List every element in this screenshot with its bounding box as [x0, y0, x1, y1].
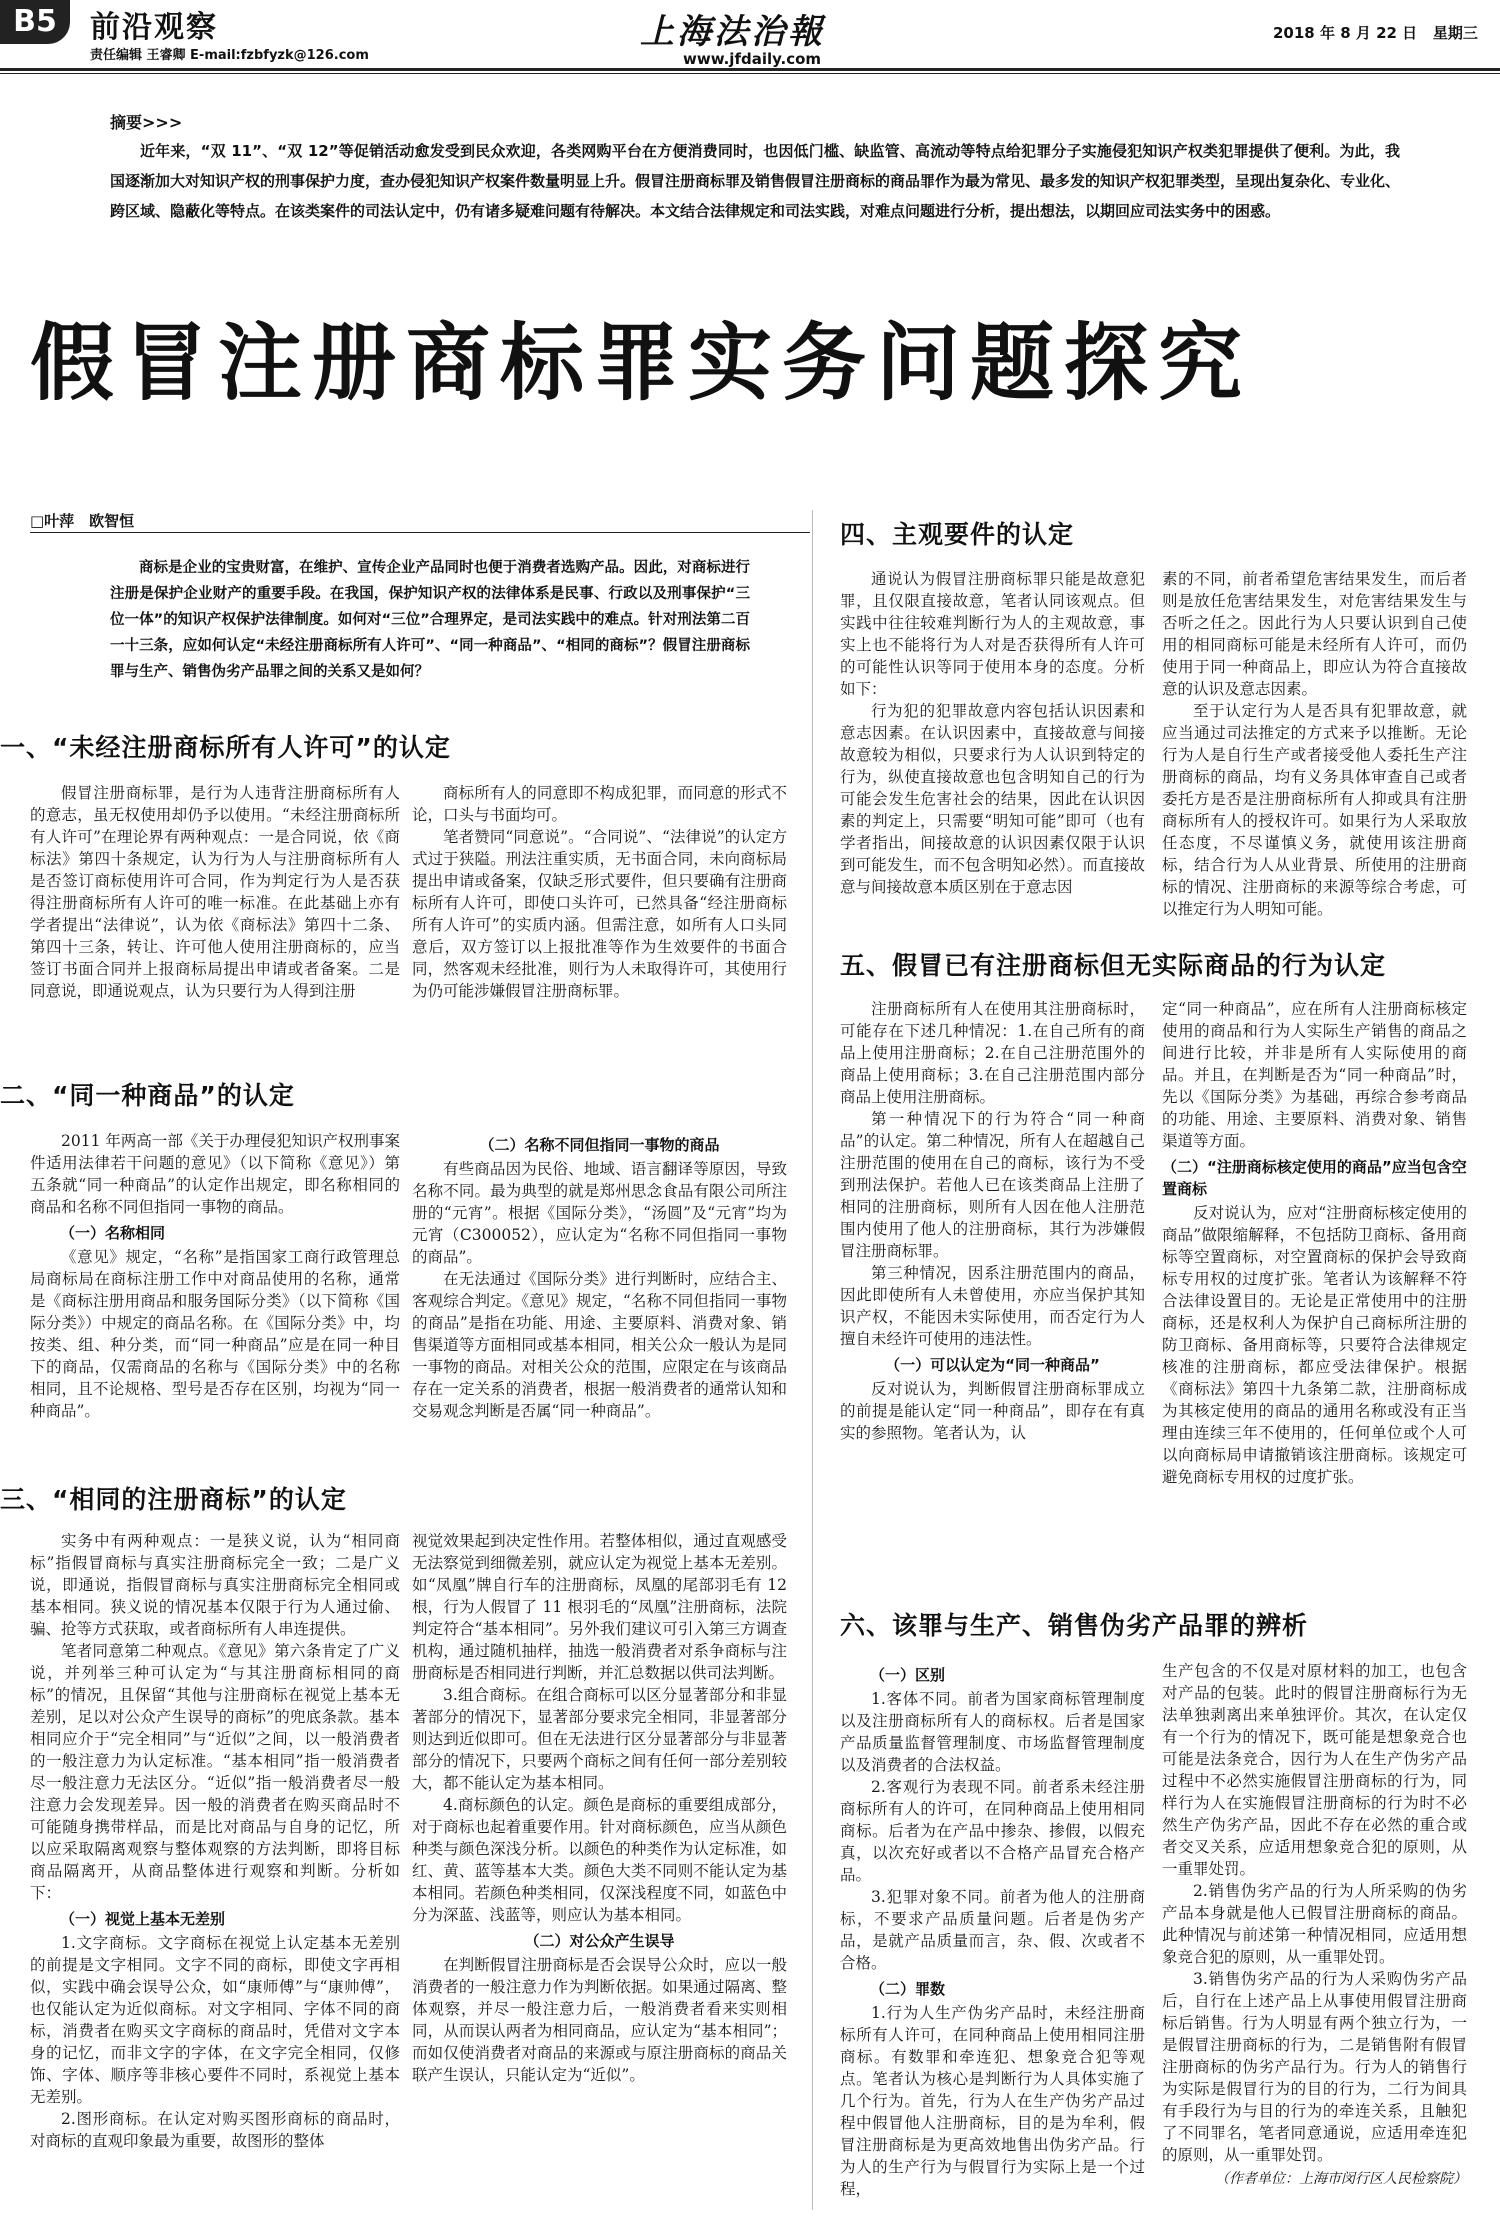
paragraph: 反对说认为，判断假冒注册商标罪成立的前提是能认定“同一种商品”，即存在有真实的参照物。笔者认为，认 [840, 1380, 1145, 1442]
paragraph: 生产包含的不仅是对原材料的加工，也包含对产品的包装。此时的假冒注册商标行为无法单独剥离出来单独评价。其次，在认定仅有一个行为的情况下，既可能是想象竞合也可能是法条竞合，因行为人在生产伪劣产品过程中不必然实施假冒注册商标的行为，同样行为人在实施假冒注册商标的行为时不必然生产伪劣产品，因此不存在必然的重合或者交叉关系，应适用想象竞合犯的原则，从一重罪处罚。 [1162, 1662, 1467, 1878]
sec3-col1 [30, 1530, 400, 2152]
section-name: 前沿观察 [90, 10, 218, 45]
section2-title: 二、“同一种商品”的认定 [0, 1081, 295, 1110]
section6-title: 六、该罪与生产、销售伪劣产品罪的辨析 [840, 1611, 1309, 1640]
paragraph: 假冒注册商标罪，是行为人违背注册商标所有人的意志，虽无权使用却仍予以使用。“未经注册商标所有人许可”在理论界有两种观点：一是合同说，依《商标法》第四十条规定，认为行为人与注册商标所有人是否签订商标使用许可合同，作为判定行为人是否获得注册商标所有人许可的唯一标准。在此基础上亦有学者提出“法律说”，认为依《商标法》第四十二条、第四十三条，转让、许可他人使用注册商标的，应当签订书面合同并上报商标局提出申请或者备案。二是同意说，即通说观点，认为只要行为人得到注册 [30, 784, 400, 1000]
sec6-col2 [1162, 1660, 1467, 2188]
paragraph: 在判断假冒注册商标是否会误导公众时，应以一般消费者的一般注意力作为判断依据。如果通过隔离、整体观察，并尽一般注意力后，一般消费者看来实则相同，从而误认两者为相同商品，应认定为“基本相同”；而如仅使消费者对商品的来源或与原注册商标的商品关联产生误认，只能认定为“近似”。 [412, 1956, 787, 2084]
paragraph: 1.行为人生产伪劣产品时，未经注册商标所有人许可，在同种商品上使用相同注册商标。有数罪和牵连犯、想象竞合犯等观点。笔者认为核心是判断行为人具体实施了几个行为。首先，行为人在生产伪劣产品过程中假冒他人注册商标，目的是为牟利，假冒注册商标是为更高效地售出伪劣产品。行为人的生产行为与假冒行为实际上是一个过程， [840, 2004, 1145, 2198]
author-rule [30, 532, 810, 533]
sec5-col1 [840, 998, 1145, 1444]
paragraph: 3.组合商标。在组合商标可以区分显著部分和非显著部分的情况下，显著部分要求完全相同，非显著部分则达到近似即可。但在无法进行区分显著部分与非显著部分的情况下，只要两个商标之间有任何一部分差别较大，都不能认定为基本相同。 [412, 1686, 787, 1792]
paragraph: 笔者同意第二种观点。《意见》第六条肯定了广义说，并列举三种可认定为“与其注册商标相同的商标”的情况，且保留“其他与注册商标在视觉上基本无差别，足以对公众产生误导的商标”的兜底条款。基本相同应介于“完全相同”与“近似”之间，以一般消费者的一般注意力为认定标准。“基本相同”指一般消费者尽一般注意力无法区分。“近似”指一般消费者尽一般注意力会发现差异。因一般的消费者在购买商品时不可能随身携带样品，而是比对商品与自身的记忆，所以应采取隔离观察与整体观察的方法判断，即将目标商品隔离开，从商品整体进行观察和判断。分析如下： [30, 1642, 400, 1902]
subheading: （二）“注册商标核定使用的商品”应当包含空置商标 [1162, 1158, 1467, 1198]
authors: □叶萍 欧智恒 [30, 512, 135, 530]
issue-date [1273, 22, 1478, 43]
sec3-col2 [412, 1530, 787, 2086]
paragraph: 行为犯的犯罪故意内容包括认识因素和意志因素。在认识因素中，直接故意与间接故意较为相似，只要求行为人认识到特定的行为，纵使直接故意也包含明知自己的行为可能会发生危害社会的结果，因此在认识因素的判定上，只需要“明知可能”即可（也有学者指出，间接故意的认识因素仅限于认识到可能发生，而不包含明知必然）。而直接故意与间接故意本质区别在于意志因 [840, 702, 1145, 896]
paragraph: 素的不同，前者希望危害结果发生，而后者则是放任危害结果发生，对危害结果发生与否听之任之。因此行为人只要认识到自己使用的相同商标可能是未经所有人许可，而仍使用于同一种商品上，即应认为符合直接故意的认识及意志因素。 [1162, 570, 1467, 698]
paragraph: 第三种情况，因系注册范围内的商品，因此即使所有人未曾使用，亦应当保护其知识产权，不能因未实际使用，而否定行为人擅自未经许可使用的违法性。 [840, 1264, 1145, 1348]
paragraph: 视觉效果起到决定性作用。若整体相似，通过直观感受无法察觉到细微差别，就应认定为视觉上基本无差别。如“凤凰”牌自行车的注册商标，凤凰的尾部羽毛有 12 根，行为人假冒了 11 根羽毛的“凤凰”注册商标，法院判定符合“基本相同”。另外我们建议可引入第三方调查机构，通过随机抽样，抽选一般消费者对系争商标与注册商标是否相同进行判断，并汇总数据以供司法判断。 [412, 1532, 787, 1682]
sec1-col2 [412, 782, 787, 1002]
header-rule-thin [0, 73, 1500, 74]
paragraph: 商标所有人的同意即不构成犯罪，而同意的形式不论，口头与书面均可。 [412, 784, 787, 824]
sec6-col1 [840, 1660, 1145, 2200]
editor-line: 责任编辑 王睿卿 E-mail:fzbfyzk@126.com [90, 48, 369, 63]
paragraph: 至于认定行为人是否具有犯罪故意，就应当通过司法推定的方式来予以推断。无论行为人是自行生产或者接受他人委托生产注册商标的商品，均有义务具体审查自己或者委托方是否是注册商标所有人抑或具有注册商标所有人的授权许可。如果行为人采取放任态度，不尽谨慎义务，就使用该注册商标，结合行为人从业背景、所使用的注册商标的情况、注册商标的来源等综合考虑，可以推定行为人明知可能。 [1162, 702, 1467, 918]
section1-title: 一、“未经注册商标所有人许可”的认定 [0, 733, 451, 762]
sec2-col1 [30, 1130, 400, 1422]
paragraph: 有些商品因为民俗、地域、语言翻译等原因，导致名称不同。最为典型的就是郑州思念食品有限公司所注册的“元宵”。根据《国际分类》，“汤圆”及“元宵”均为元宵（C300052），应认定为“名称不同但指同一事物的商品”。 [412, 1160, 787, 1266]
subheading: （二）罪数 [870, 1980, 946, 1998]
section5-title: 五、假冒已有注册商标但无实际商品的行为认定 [840, 951, 1387, 980]
paragraph: 反对说认为，应对“注册商标核定使用的商品”做限缩解释，不包括防卫商标、备用商标等空置商标，对空置商标的保护会导致商标专用权的过度扩张。笔者认为该解释不符合法律设置目的。无论是正常使用中的注册商标，还是权利人为保护自己商标所注册的防卫商标、备用商标等，只要符合法律规定核准的注册商标，都应受法律保护。根据《商标法》第四十九条第二款，注册商标成为其核定使用的商品的通用名称或没有正当理由连续三年不使用的，任何单位或个人可以向商标局申请撤销该注册商标。该规定可避免商标专用权的过度扩张。 [1162, 1204, 1467, 1486]
subheading: （一）名称相同 [60, 1224, 166, 1242]
paragraph: 实务中有两种观点：一是狭义说，认为“相同商标”指假冒商标与真实注册商标完全一致；二是广义说，即通说，指假冒商标与真实注册商标完全相同或基本相同。狭义说的情况基本仅限于行为人通过偷、骗、抢等方式获取，或者商标所有人串连提供。 [30, 1532, 400, 1638]
paragraph: 定“同一种商品”，应在所有人注册商标核定使用的商品和行为人实际生产销售的商品之间进行比较，并非是所有人实际使用的商品。并且，在判断是否为“同一种商品”时，先以《国际分类》为基础，再综合参考商品的功能、用途、主要原料、消费对象、销售渠道等方面。 [1162, 1000, 1467, 1150]
masthead-logo: 上海法治報 [640, 12, 825, 52]
paragraph: 2.销售伪劣产品的行为人所采购的伪劣产品本身就是他人已假冒注册商标的商品。此种情况与前述第一种情况相同，应适用想象竞合犯的原则，从一重罪处罚。 [1162, 1882, 1467, 1966]
date: 2018 年 8 月 22 日 [1273, 24, 1418, 42]
paragraph: 3.销售伪劣产品的行为人采购伪劣产品后，自行在上述产品上从事使用假冒注册商标后销售。行为人明显有两个独立行为，一是假冒注册商标的行为，二是销售附有假冒注册商标的伪劣产品行为。行为人的销售行为实际是假冒行为的目的行为，二行为间具有手段行为与目的行为的牵连关系，且触犯了不同罪名，笔者同意通说，应适用牵连犯的原则，从一重罪处罚。 [1162, 1970, 1467, 2164]
paragraph: 笔者赞同“同意说”。“合同说”、“法律说”的认定方式过于狭隘。刑法注重实质，无书面合同，未向商标局提出申请或备案，仅缺乏形式要件，但只要确有注册商标所有人许可，即使口头许可，已然具备“经注册商标所有人许可”的实质内涵。但需注意，如所有人口头同意后，双方签订以上报批准等作为生效要件的书面合同，然客观未经批准，则行为人未取得许可，其使用行为仍可能涉嫌假冒注册商标罪。 [412, 828, 787, 1000]
abstract-label: 摘要>>> [110, 113, 183, 132]
column-divider [812, 510, 813, 2210]
paragraph: 2.客观行为表现不同。前者系未经注册商标所有人的许可，在同种商品上使用相同商标。后者为在产品中掺杂、掺假，以假充真，以次充好或者以不合格产品冒充合格产品。 [840, 1778, 1145, 1884]
subheading: （二）对公众产生误导 [524, 1932, 675, 1950]
paragraph: 1.文字商标。文字商标在视觉上认定基本无差别的前提是文字相同。文字不同的商标，即使文字再相似，实践中确会误导公众，如“康师傅”与“康帅傅”，也仅能认定为近似商标。对文字相同、字体不同的商标，消费者在购买文字商标的商品时，凭借对文字本身的记忆，而非文字的字体，在文字完全相同，仅修饰、字体、顺序等非核心要件不同时，系视觉上基本无差别。 [30, 1934, 400, 2106]
website: www.jfdaily.com [683, 50, 822, 68]
lead-text: 商标是企业的宝贵财富，在维护、宣传企业产品同时也便于消费者选购产品。因此，对商标进行注册是保护企业财产的重要手段。在我国，保护知识产权的法律体系是民事、行政以及刑事保护“三位一体”的知识产权保护法律制度。如何对“三位”合理界定，是司法实践中的难点。针对刑法第二百一十三条，应如何认定“未经注册商标所有人许可”、“同一种商品”、“相同的商标”？假冒注册商标罪与生产、销售伪劣产品罪之间的关系又是如何？ [110, 560, 750, 680]
weekday: 星期三 [1432, 24, 1478, 42]
paragraph: 2011 年两高一部《关于办理侵犯知识产权刑事案件适用法律若干问题的意见》（以下简称《意见》）第五条就“同一种商品”的认定作出规定，即名称相同的商品和名称不同但指同一事物的商品。 [30, 1132, 400, 1216]
section3-title: 三、“相同的注册商标”的认定 [0, 1485, 347, 1514]
sec4-col2 [1162, 568, 1467, 920]
subheading: （一）视觉上基本无差别 [60, 1910, 226, 1928]
article-title: 假冒注册商标罪实务问题探究 [30, 314, 1253, 412]
page-label: B5 [13, 4, 57, 39]
paragraph: 在无法通过《国际分类》进行判断时，应结合主、客观综合判定。《意见》规定，“名称不同但指同一事物的商品”是指在功能、用途、主要原料、消费对象、销售渠道等方面相同或基本相同，相关公众一般认为是同一事物的商品。对相关公众的范围，应限定在与该商品存在一定关系的消费者，根据一般消费者的通常认知和交易观念判断是否属“同一种商品”。 [412, 1270, 787, 1420]
page-label-badge [0, 0, 70, 44]
subheading: （一）区别 [870, 1666, 946, 1684]
subheading: （二）名称不同但指同一事物的商品 [479, 1136, 720, 1154]
paragraph: 2.图形商标。在认定对购买图形商标的商品时，对商标的直观印象最为重要，故图形的整体 [30, 2110, 400, 2150]
sec4-col1 [840, 568, 1145, 898]
section4-title: 四、主观要件的认定 [840, 520, 1075, 549]
sec1-col1 [30, 782, 400, 1002]
paragraph: 《意见》规定，“名称”是指国家工商行政管理总局商标局在商标注册工作中对商品使用的名称，通常是《商标注册用商品和服务国际分类》（以下简称《国际分类》）中规定的商品名称。在《国际分类》中，均按类、组、种分类，而“同一种商品”应是在同一种目下的商品，仅需商品的名称与《国际分类》中的名称相同，且不论规格、型号是否存在区别，均视为“同一种商品”。 [30, 1248, 400, 1420]
paragraph: 1.客体不同。前者为国家商标管理制度以及注册商标所有人的商标权。后者是国家产品质量监督管理制度、市场监督管理制度以及消费者的合法权益。 [840, 1690, 1145, 1774]
paragraph: 4.商标颜色的认定。颜色是商标的重要组成部分，对于商标也起着重要作用。针对商标颜色，应当从颜色种类与颜色深浅分析。以颜色的种类作为认定标准，如红、黄、蓝等基本大类。颜色大类不同则不能认定为基本相同。若颜色种类相同，仅深浅程度不同，如蓝色中分为深蓝、浅蓝等，则应认为基本相同。 [412, 1796, 787, 1924]
paragraph: 第一种情况下的行为符合“同一种商品”的认定。第二种情况，所有人在超越自己注册范围的使用在自己的商标，该行为不受到刑法保护。若他人已在该类商品上注册了相同的注册商标，则所有人因在他人注册范围内使用了他人的注册商标，其行为涉嫌假冒注册商标罪。 [840, 1110, 1145, 1260]
abstract-text: 近年来，“双 11”、“双 12”等促销活动愈发受到民众欢迎，各类网购平台在方便消费同时，也因低门槛、缺监管、高流动等特点给犯罪分子实施侵犯知识产权类犯罪提供了便利。为此，我国逐渐加大对知识产权的刑事保护力度，查办侵犯知识产权案件数量明显上升。假冒注册商标罪及销售假冒注册商标的商品罪作为最为常见、最多发的知识产权犯罪类型，呈现出复杂化、专业化、跨区域、隐蔽化等特点。在该类案件的司法认定中，仍有诸多疑难问题有待解决。本文结合法律规定和司法实践，对难点问题进行分析，提出想法，以期回应司法实务中的困惑。 [110, 142, 1401, 220]
paragraph: 注册商标所有人在使用其注册商标时，可能存在下述几种情况：1.在自己所有的商品上使用注册商标；2.在自己注册范围外的商品上使用商标；3.在自己注册范围内部分商品上使用注册商标。 [840, 1000, 1145, 1106]
sec5-col2 [1162, 998, 1467, 1488]
header-rule [0, 68, 1500, 71]
sec2-col2 [412, 1130, 787, 1422]
paragraph: 3.犯罪对象不同。前者为他人的注册商标，不要求产品质量问题。后者是伪劣产品，是就产品质量而言，杂、假、次或者不合格。 [840, 1888, 1145, 1972]
subheading: （一）可以认定为“同一种商品” [885, 1356, 1100, 1374]
author-unit: （作者单位：上海市闵行区人民检察院） [1215, 2171, 1467, 2187]
paragraph: 通说认为假冒注册商标罪只能是故意犯罪，且仅限直接故意，笔者认同该观点。但实践中往往较难判断行为人的主观故意，事实上也不能将行为人对是否获得所有人许可的可能性认识等同于使用本身的态度。分析如下： [840, 570, 1145, 698]
